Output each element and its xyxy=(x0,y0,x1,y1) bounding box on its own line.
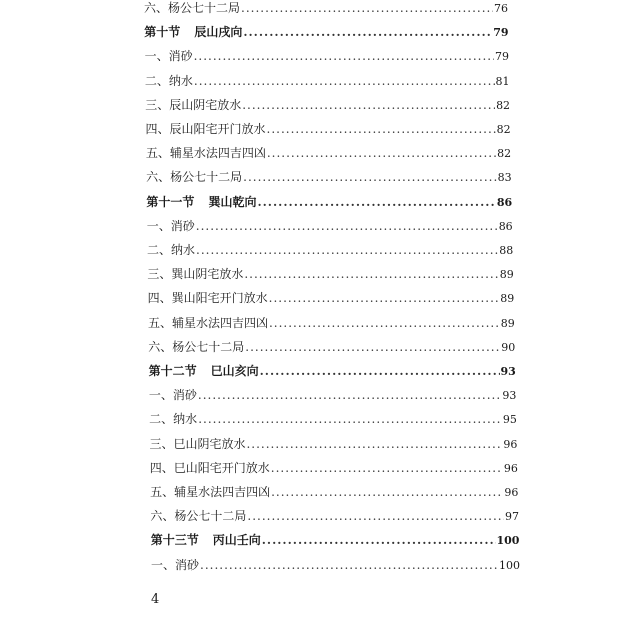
toc-page-number: 79 xyxy=(493,26,509,40)
toc-section-heading xyxy=(146,194,512,211)
toc-section-heading xyxy=(151,532,520,549)
toc-page-number: 82 xyxy=(496,98,511,112)
toc-page-number: 86 xyxy=(498,219,513,233)
toc-page-number: 93 xyxy=(500,365,516,378)
toc-entry-label: 六、杨公七十二局 xyxy=(144,1,241,15)
section-number: 第十节 xyxy=(144,25,181,40)
toc-entry xyxy=(147,266,513,283)
dot-leader xyxy=(198,387,501,403)
dot-leader xyxy=(243,24,492,40)
toc-entry-label xyxy=(149,363,259,379)
toc-entry-label: 二、纳水 xyxy=(144,73,193,88)
dot-leader xyxy=(194,73,495,89)
dot-leader xyxy=(260,363,500,379)
toc-page-number: 96 xyxy=(504,486,519,499)
dot-leader xyxy=(243,169,497,185)
dot-leader xyxy=(200,557,498,573)
dot-leader xyxy=(269,315,500,331)
toc-entry xyxy=(144,0,508,17)
dot-leader xyxy=(271,484,503,500)
toc-entry-label: 四、巳山阳宅开门放水 xyxy=(149,460,270,475)
toc-entry xyxy=(145,48,509,65)
toc-entry xyxy=(151,557,520,574)
toc-page-number: 100 xyxy=(496,534,520,548)
toc-entry-label xyxy=(151,532,261,548)
toc-entry-label: 六、杨公七十二局 xyxy=(146,170,243,185)
toc-page-number: 90 xyxy=(501,340,516,354)
dot-leader xyxy=(242,97,495,113)
toc-section-heading xyxy=(144,24,508,41)
toc-page-number: 88 xyxy=(499,244,514,257)
section-number: 第十一节 xyxy=(146,194,195,209)
toc-page-number: 82 xyxy=(496,123,511,136)
dot-leader xyxy=(194,48,494,64)
toc-entry-label: 六、杨公七十二局 xyxy=(148,339,245,354)
toc-page-number: 83 xyxy=(497,171,512,185)
dot-leader xyxy=(247,508,504,524)
dot-leader xyxy=(245,339,500,355)
toc-entry xyxy=(146,169,512,186)
toc-entry-label: 一、消砂 xyxy=(148,388,197,403)
dot-leader xyxy=(267,121,496,137)
dot-leader xyxy=(271,460,503,476)
toc-entry xyxy=(148,290,515,307)
toc-entry-label: 五、辅星水法四吉四凶 xyxy=(147,315,268,330)
section-title: 巳山亥向 xyxy=(210,364,259,378)
toc-page-number: 81 xyxy=(495,74,510,88)
dot-leader xyxy=(257,194,495,210)
toc-section-heading xyxy=(149,363,516,380)
section-title: 辰山戌向 xyxy=(194,25,243,40)
dot-leader xyxy=(196,218,498,234)
toc-page-number: 89 xyxy=(499,268,514,282)
toc-entry-label: 五、辅星水法四吉四凶 xyxy=(150,485,271,499)
section-number: 第十二节 xyxy=(148,364,197,378)
toc-entry xyxy=(145,73,510,90)
toc-entry-label: 三、辰山阴宅放水 xyxy=(145,97,242,112)
toc-entry xyxy=(146,121,511,138)
toc-entry-label xyxy=(146,194,256,210)
toc-page-number: 96 xyxy=(503,461,518,475)
toc-page-number: 86 xyxy=(496,195,513,209)
toc-page-number: 89 xyxy=(500,316,515,330)
toc-entry xyxy=(147,242,513,259)
toc-entry-label: 三、巳山阴宅放水 xyxy=(149,436,246,451)
toc-entry-label: 一、消砂 xyxy=(151,557,200,572)
dot-leader xyxy=(241,0,493,16)
toc-entry-label: 二、纳水 xyxy=(147,243,196,257)
toc-entry xyxy=(150,460,518,477)
toc-entry-label: 二、纳水 xyxy=(149,412,198,427)
dot-leader xyxy=(198,411,502,427)
toc-entry xyxy=(148,315,515,332)
section-number: 第十三节 xyxy=(150,533,199,548)
toc-entry-label: 一、消砂 xyxy=(146,218,195,233)
toc-page-number: 76 xyxy=(494,2,508,15)
toc-page-number: 93 xyxy=(502,389,517,403)
toc-entry-label xyxy=(144,24,242,40)
toc-entry-label: 三、巽山阴宅放水 xyxy=(147,267,244,282)
section-title: 丙山壬向 xyxy=(212,533,261,548)
dot-leader xyxy=(269,290,500,306)
toc-entry xyxy=(150,484,518,501)
dot-leader xyxy=(196,242,498,258)
dot-leader xyxy=(246,436,502,452)
toc-page-number: 95 xyxy=(502,413,517,427)
toc-entry-label: 四、辰山阳宅开门放水 xyxy=(145,122,266,136)
toc-page-number: 89 xyxy=(500,292,515,306)
toc-entry xyxy=(149,411,517,428)
toc-page-number: 96 xyxy=(503,437,518,451)
toc-entry xyxy=(145,97,510,114)
toc-entry xyxy=(147,218,513,235)
toc-entry-label: 五、辅星水法四吉四凶 xyxy=(145,146,266,161)
toc-entry xyxy=(146,145,511,162)
toc-page-number: 100 xyxy=(499,558,520,572)
section-title: 巽山乾向 xyxy=(208,194,257,209)
dot-leader xyxy=(267,145,496,161)
toc-entry-label: 六、杨公七十二局 xyxy=(150,509,247,524)
dot-leader xyxy=(262,532,496,548)
toc-page-number: 82 xyxy=(497,147,512,161)
toc-entry xyxy=(148,339,515,356)
page-number: 4 xyxy=(151,592,160,607)
toc-entry xyxy=(150,508,519,525)
dot-leader xyxy=(244,266,498,282)
toc-entry xyxy=(149,387,516,404)
toc-entry xyxy=(149,436,517,453)
toc-entry-label: 四、巽山阳宅开门放水 xyxy=(147,291,268,306)
toc-page-number: 79 xyxy=(495,50,510,64)
toc-page-number: 97 xyxy=(504,510,519,524)
toc-entry-label: 一、消砂 xyxy=(144,49,193,64)
